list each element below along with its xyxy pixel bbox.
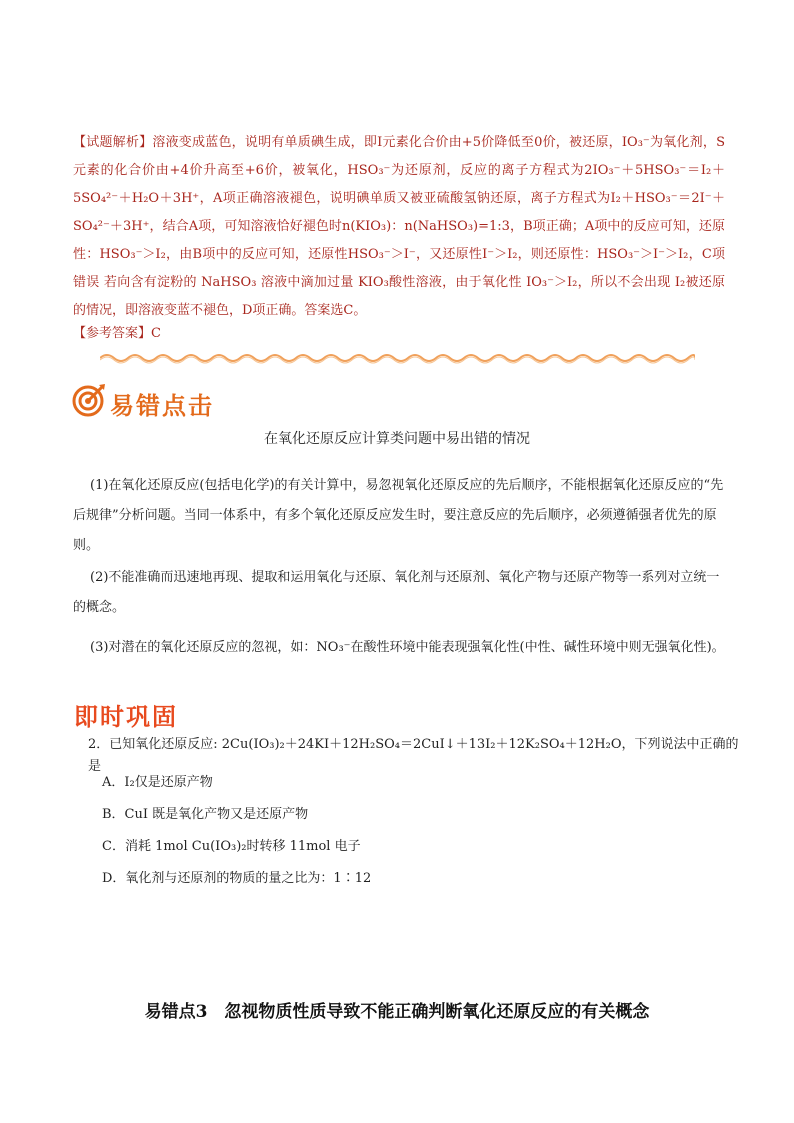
mistake-paragraph-2: (2)不能准确而迅速地再现、提取和运用氧化与还原、氧化剂与还原剂、氧化产物与还原产物等一系列对立统一的概念。 xyxy=(73,570,720,615)
answer-value: C xyxy=(151,326,161,341)
mistake-paragraph-3: (3)对潜在的氧化还原反应的忽视，如：NO₃⁻在酸性环境中能表现强氧化性(中性、碱性环境中则无强氧化性)。 xyxy=(90,640,725,655)
analysis-label: 【试题解析】 xyxy=(73,135,153,150)
analysis-paragraph xyxy=(73,129,725,325)
answer-line xyxy=(73,320,725,348)
option-a: A．I₂仅是还原产物 xyxy=(102,775,213,790)
mistakes-title: 在氧化还原反应计算类问题中易出错的情况 xyxy=(264,431,530,447)
option-c: C．消耗 1mol Cu(IO₃)₂时转移 11mol 电子 xyxy=(102,839,361,854)
option-b: B．CuI 既是氧化产物又是还原产物 xyxy=(102,807,309,822)
section-heading-mistakes: 易错点击 xyxy=(110,392,214,420)
mistake-paragraph-1: (1)在氧化还原反应(包括电化学)的有关计算中，易忽视氧化还原反应的先后顺序，不能根据氧化还原反应的“先后规律”分析问题。当同一体系中，有多个氧化还原反应发生时，要注意反应的先后顺序，必须遵循强者优先的原则。 xyxy=(73,478,724,553)
analysis-text: 溶液变成蓝色，说明有单质碘生成，即I元素化合价由+5价降低至0价，被还原，IO₃⁻为氧化剂，S元素的化合价由+4价升高至+6价，被氧化，HSO₃⁻为还原剂，反应的离子方程式为2IO₃⁻＋5HSO₃⁻＝I₂＋5SO₄²⁻＋H₂O＋3H⁺，A项正确溶液褪色，说明碘单质又被亚硫酸氢钠还原，离子方程式为I₂＋HSO₃⁻＝2I⁻＋SO₄²⁻＋3H⁺，结合A项，可知溶液恰好褪色时n(KIO₃)：n(NaHSO₃)=1:3，B项正确；A项中的反应可知，还原性：HSO₃⁻＞I₂，由B项中的反应可知，还原性HSO₃⁻＞I⁻，又还原性I⁻＞I₂，则还原性：HSO₃⁻＞I⁻＞I₂，C项错误 若向含有淀粉的 NaHSO₃ 溶液中滴加过量 KIO₃酸性溶液，由于氧化性 IO₃⁻＞I₂，所以不会出现 I₂被还原的情况，即溶液变蓝不褪色，D项正确。答案选C。 xyxy=(73,135,725,318)
option-d: D．氧化剂与还原剂的物质的量之比为：1∶12 xyxy=(102,871,372,886)
section-heading-practice: 即时巩固 xyxy=(74,703,178,731)
answer-label: 【参考答案】 xyxy=(73,326,152,341)
question-stem: 2．已知氧化还原反应: 2Cu(IO₃)₂＋24KI＋12H₂SO₄＝2CuI↓＋13I₂＋12K₂SO₄＋12H₂O，下列说法中正确的是 xyxy=(88,737,739,774)
target-icon xyxy=(72,383,106,417)
wavy-divider xyxy=(100,350,695,366)
next-section-title: 易错点3 忽视物质性质导致不能正确判断氧化还原反应的有关概念 xyxy=(144,1002,650,1022)
